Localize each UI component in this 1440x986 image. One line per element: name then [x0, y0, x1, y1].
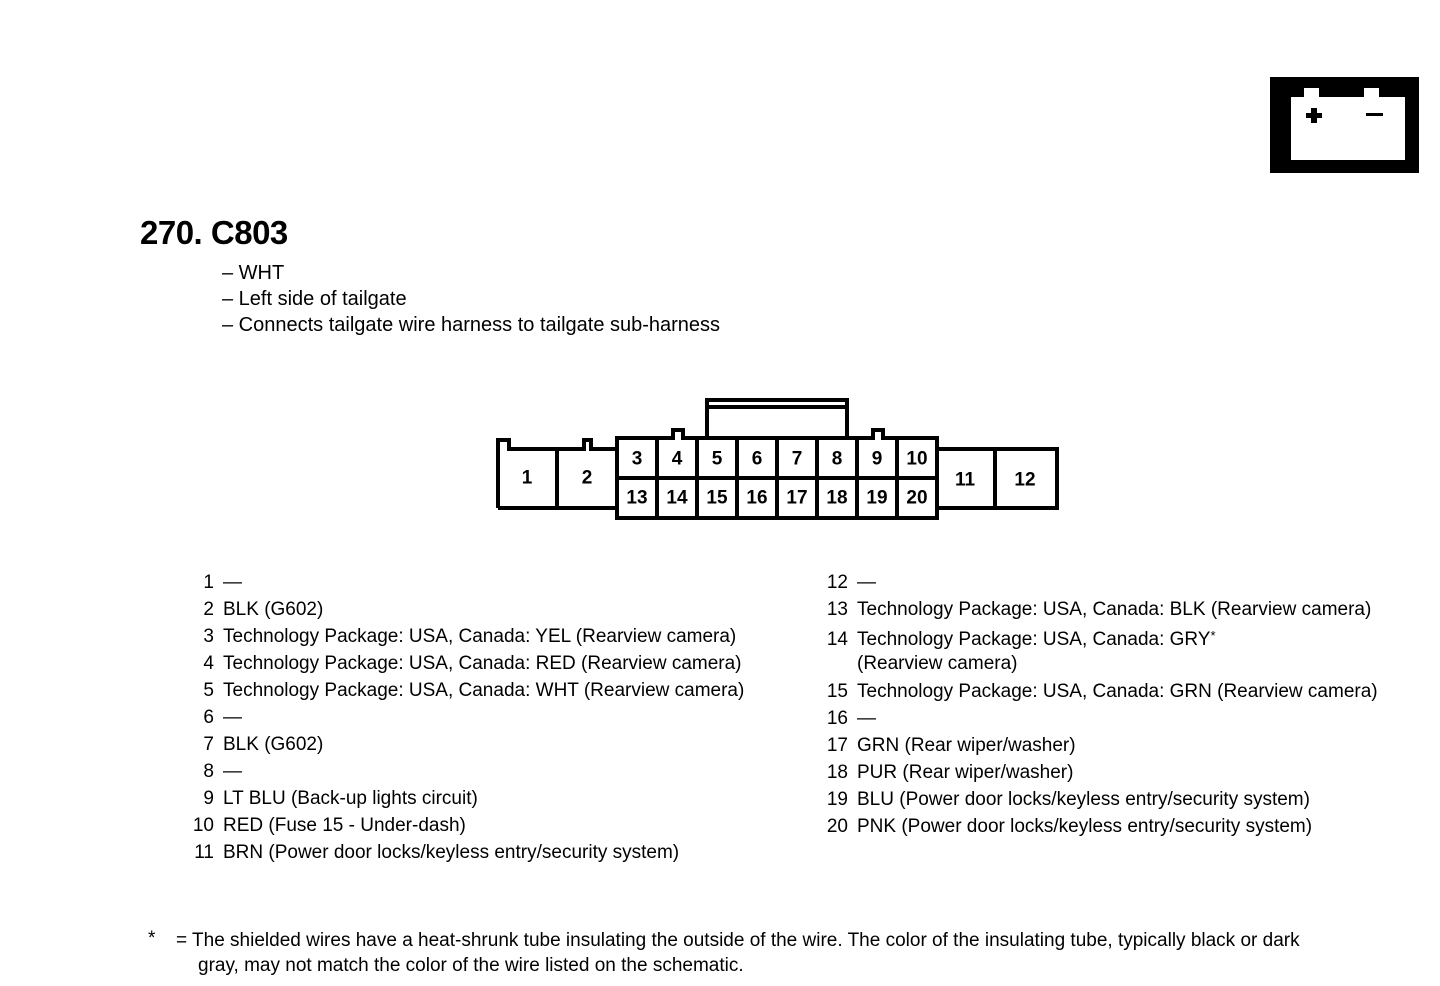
pin-7-label: 7: [791, 448, 803, 470]
pin-description-1: [180, 571, 242, 595]
pin-text: Technology Package: USA, Canada: YEL (Rearview camera): [223, 626, 737, 647]
pin-text: BRN (Power door locks/keyless entry/security system): [223, 842, 680, 863]
footnote-line-1: = The shielded wires have a heat-shrunk tube insulating the outside of the wire. The color of the insulating tube, typically black or dark: [176, 930, 1300, 951]
pin-15-label: 15: [706, 487, 728, 509]
pin-number: 11: [194, 842, 214, 863]
pin-description-8: [180, 760, 242, 784]
pin-number: 3: [203, 626, 214, 647]
pin-number: 9: [203, 788, 214, 809]
pin-1-label: 1: [521, 467, 533, 489]
pin-2-label: 2: [581, 467, 593, 489]
pin-number: 12: [826, 572, 848, 593]
pin-text: —: [223, 572, 242, 593]
pin-text: PUR (Rear wiper/washer): [857, 762, 1074, 783]
pin-text: RED (Fuse 15 - Under-dash): [223, 815, 466, 836]
pin-text: —: [857, 572, 876, 593]
pin-19-label: 19: [866, 487, 888, 509]
pin-text: Technology Package: USA, Canada: BLK (Rearview camera): [857, 599, 1372, 620]
connector-left-shell: [498, 449, 617, 508]
pin-description-12: [812, 571, 876, 595]
pin-description-20: [812, 815, 1312, 839]
pin-text: —: [223, 761, 242, 782]
connector-latch: [707, 400, 847, 438]
pin-description-19: [812, 788, 1310, 812]
footnote-asterisk: *: [148, 928, 156, 949]
pin-number: 1: [203, 572, 214, 593]
pin-text: —: [857, 708, 876, 729]
pin-number: 19: [826, 789, 848, 810]
pin-20-label: 20: [906, 487, 928, 509]
footnote-line-2: gray, may not match the color of the wire listed on the schematic.: [198, 955, 744, 976]
pin-text: Technology Package: USA, Canada: GRY: [857, 629, 1211, 650]
pin-number: 10: [192, 815, 214, 836]
pin-number: 14: [826, 629, 848, 650]
pin-text: GRN (Rear wiper/washer): [857, 735, 1076, 756]
pin-text: BLU (Power door locks/keyless entry/security system): [857, 789, 1310, 810]
pin-description-16: [812, 707, 876, 731]
pin-5-label: 5: [711, 448, 723, 470]
pin-text: Technology Package: USA, Canada: RED (Rearview camera): [223, 653, 742, 674]
pin-4-label: 4: [671, 448, 683, 470]
pin-text: Technology Package: USA, Canada: WHT (Rearview camera): [223, 680, 745, 701]
pin-9-label: 9: [871, 448, 883, 470]
pin-description-4: [180, 652, 742, 676]
pin-number: 18: [826, 762, 848, 783]
pin-3-label: 3: [631, 448, 643, 470]
pin-description-17: [812, 734, 1076, 758]
pin-number: 13: [826, 599, 848, 620]
pin-description-15: [812, 680, 1378, 704]
pin-16-label: 16: [746, 487, 768, 509]
shielded-asterisk: *: [1210, 628, 1216, 643]
page-title: 270. C803: [140, 214, 288, 251]
pin-text: PNK (Power door locks/keyless entry/security system): [857, 816, 1313, 837]
pin-12-label: 12: [1014, 469, 1036, 491]
pin-number: 8: [203, 761, 214, 782]
pin-text: BLK (G602): [223, 599, 324, 620]
pin-description-13: [812, 598, 1371, 622]
pin-description-14: [812, 628, 1216, 674]
pin-description-10: [180, 814, 466, 838]
pin-text: BLK (G602): [223, 734, 324, 755]
pin-18-label: 18: [826, 487, 848, 509]
pin-number: 4: [203, 653, 214, 674]
pin-text: —: [223, 707, 242, 728]
pin-description-11: [180, 841, 679, 865]
pin-description-2: [180, 598, 323, 622]
pin-13-label: 13: [626, 487, 648, 509]
pin-description-6: [180, 706, 242, 730]
pin-6-label: 6: [751, 448, 763, 470]
pin-description-7: [180, 733, 323, 757]
pin-11-label: 11: [954, 469, 976, 491]
pin-14-label: 14: [666, 487, 688, 509]
pin-number: 15: [826, 681, 848, 702]
pin-number: 5: [203, 680, 214, 701]
pin-description-5: [180, 679, 744, 703]
pin-number: 2: [203, 599, 214, 620]
pin-text-continued: (Rearview camera): [857, 653, 1018, 674]
pin-number: 16: [826, 708, 848, 729]
pin-description-18: [812, 761, 1073, 785]
detail-function: – Connects tailgate wire harness to tailgate sub-harness: [222, 314, 721, 336]
pin-description-9: [180, 787, 478, 811]
detail-color: – WHT: [222, 262, 285, 284]
pin-text: Technology Package: USA, Canada: GRN (Rearview camera): [857, 681, 1378, 702]
pin-number: 20: [826, 816, 848, 837]
pin-8-label: 8: [831, 448, 843, 470]
detail-location: – Left side of tailgate: [222, 288, 407, 310]
pin-17-label: 17: [786, 487, 808, 509]
pin-number: 6: [203, 707, 214, 728]
pin-number: 7: [203, 734, 214, 755]
pin-description-3: [180, 625, 736, 649]
pin-number: 17: [826, 735, 848, 756]
pin-text: LT BLU (Back-up lights circuit): [223, 788, 478, 809]
pin-10-label: 10: [906, 448, 928, 470]
